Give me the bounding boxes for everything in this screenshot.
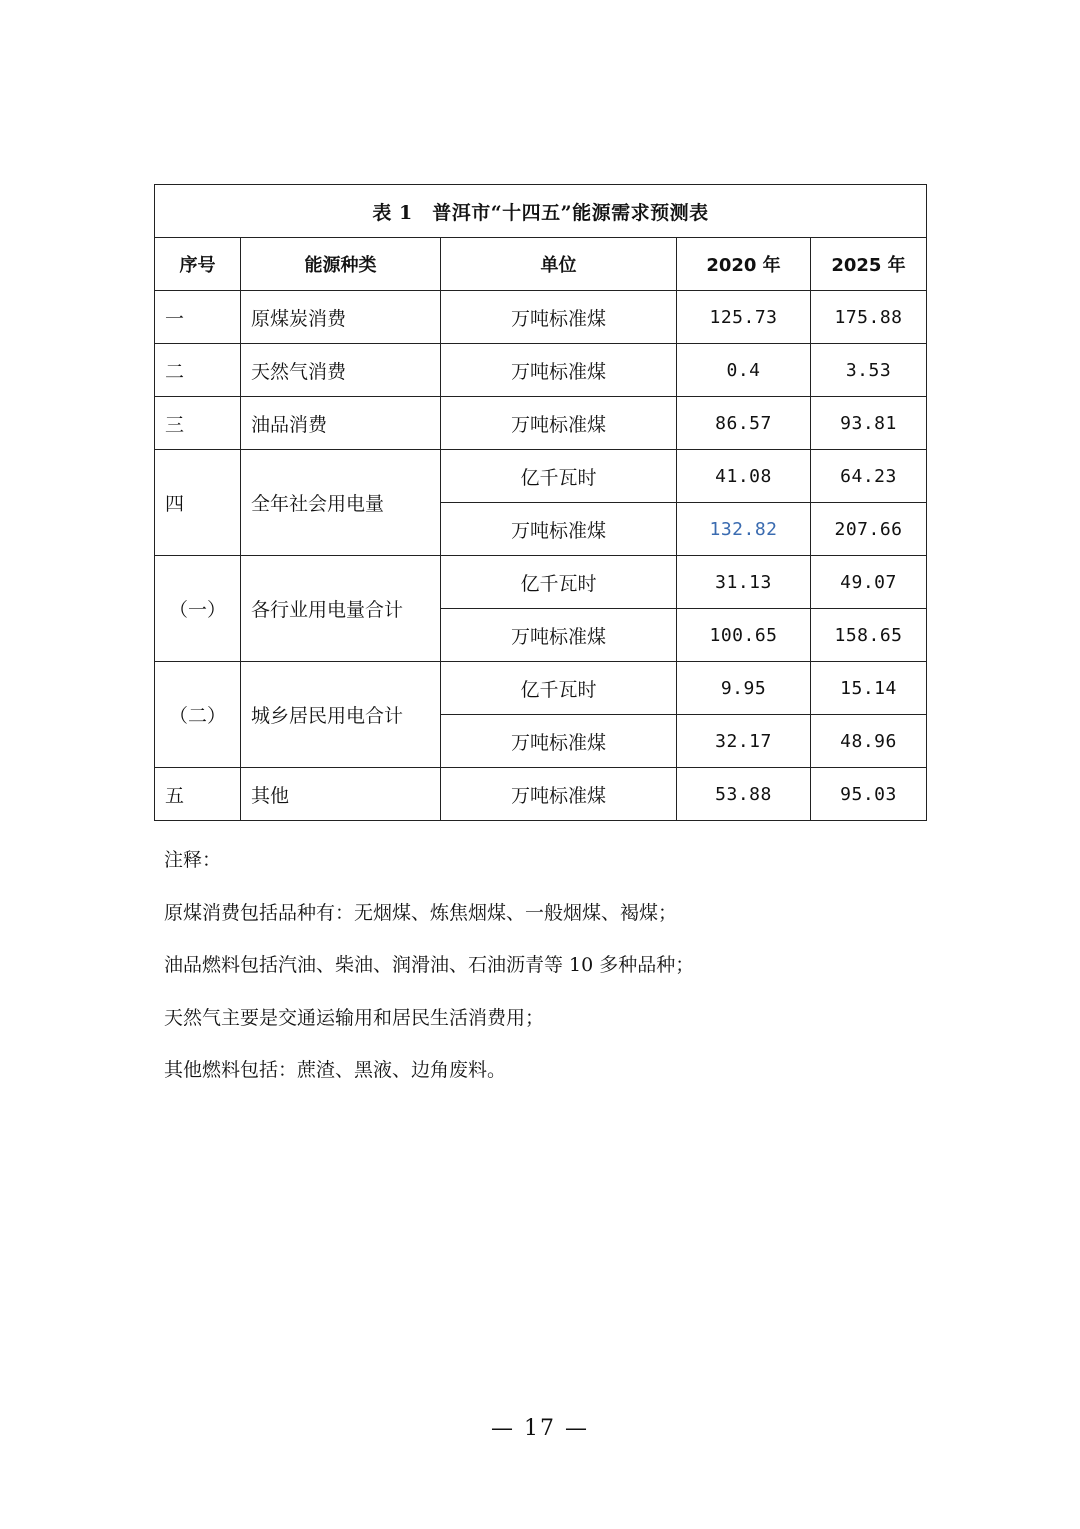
- table-caption-row: [155, 185, 927, 238]
- row-seq: 三: [155, 397, 241, 450]
- row-value-2020: 100.65: [677, 609, 811, 662]
- row-unit: 万吨标准煤: [441, 344, 677, 397]
- row-seq: 四: [155, 450, 241, 556]
- table-row: [155, 556, 927, 609]
- header-unit: 单位: [441, 238, 677, 291]
- row-value-2020: 41.08: [677, 450, 811, 503]
- row-value-2020: 125.73: [677, 291, 811, 344]
- note-line: 天然气主要是交通运输用和居民生活消费用；: [164, 1006, 545, 1029]
- header-energy-type: 能源种类: [241, 238, 441, 291]
- header-seq: 序号: [155, 238, 241, 291]
- table-caption: 表 1 普洱市“十四五”能源需求预测表: [155, 185, 927, 238]
- table-row: [155, 291, 927, 344]
- row-value-2025: 15.14: [811, 662, 927, 715]
- row-value-2025: 64.23: [811, 450, 927, 503]
- row-value-2025: 175.88: [811, 291, 927, 344]
- row-energy-name: 天然气消费: [241, 344, 441, 397]
- header-2025: 2025 年: [811, 238, 927, 291]
- row-value-2025: 207.66: [811, 503, 927, 556]
- row-unit: 亿千瓦时: [441, 450, 677, 503]
- row-value-2020: 86.57: [677, 397, 811, 450]
- row-unit: 万吨标准煤: [441, 397, 677, 450]
- row-value-2020: 0.4: [677, 344, 811, 397]
- row-energy-name: 原煤炭消费: [241, 291, 441, 344]
- row-value-2025: 95.03: [811, 768, 927, 821]
- row-unit: 万吨标准煤: [441, 768, 677, 821]
- row-seq: （一）: [155, 556, 241, 662]
- table-row: [155, 397, 927, 450]
- header-2020: 2020 年: [677, 238, 811, 291]
- row-value-2025: 49.07: [811, 556, 927, 609]
- row-unit: 万吨标准煤: [441, 291, 677, 344]
- row-unit: 亿千瓦时: [441, 556, 677, 609]
- table-row: [155, 344, 927, 397]
- note-line: 油品燃料包括汽油、柴油、润滑油、石油沥青等 10 多种品种；: [164, 954, 695, 976]
- table-row: [155, 450, 927, 503]
- table-row: [155, 768, 927, 821]
- row-energy-name: 其他: [241, 768, 441, 821]
- notes-heading: 注释：: [164, 849, 222, 871]
- note-line: 其他燃料包括：蔗渣、黑液、边角废料。: [164, 1059, 507, 1081]
- row-value-2020: 31.13: [677, 556, 811, 609]
- row-value-2020: 9.95: [677, 662, 811, 715]
- row-seq: 五: [155, 768, 241, 821]
- row-unit: 亿千瓦时: [441, 662, 677, 715]
- row-energy-name: 城乡居民用电合计: [241, 662, 441, 768]
- row-unit: 万吨标准煤: [441, 609, 677, 662]
- row-value-2020-highlighted: 132.82: [677, 503, 811, 556]
- row-value-2025: 93.81: [811, 397, 927, 450]
- table-header-row: [155, 238, 927, 291]
- row-energy-name: 油品消费: [241, 397, 441, 450]
- table-row: [155, 662, 927, 715]
- row-seq: 一: [155, 291, 241, 344]
- row-value-2020: 32.17: [677, 715, 811, 768]
- energy-demand-forecast-table: [154, 184, 927, 821]
- row-value-2025: 158.65: [811, 609, 927, 662]
- row-value-2020: 53.88: [677, 768, 811, 821]
- row-seq: 二: [155, 344, 241, 397]
- row-value-2025: 3.53: [811, 344, 927, 397]
- row-seq: （二）: [155, 662, 241, 768]
- row-unit: 万吨标准煤: [441, 715, 677, 768]
- row-energy-name: 全年社会用电量: [241, 450, 441, 556]
- note-line: 原煤消费包括品种有：无烟煤、炼焦烟煤、一般烟煤、褐煤；: [164, 901, 678, 924]
- row-unit: 万吨标准煤: [441, 503, 677, 556]
- table-notes: [164, 844, 924, 1107]
- row-energy-name: 各行业用电量合计: [241, 556, 441, 662]
- row-value-2025: 48.96: [811, 715, 927, 768]
- page-number: — 17 —: [491, 1416, 589, 1441]
